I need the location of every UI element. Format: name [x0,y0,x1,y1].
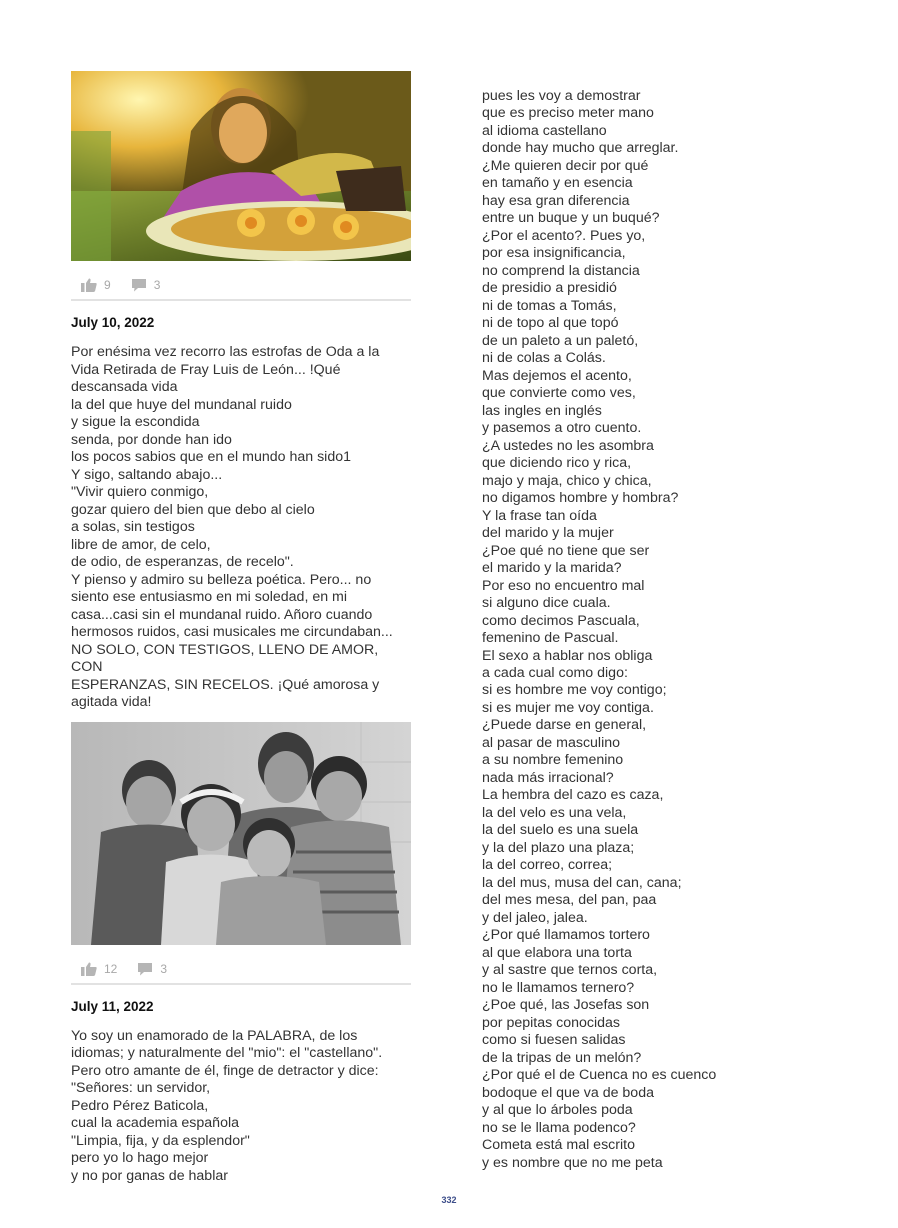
text-line: ni de topo al que topó [482,315,619,332]
text-line: majo y maja, chico y chica, [482,472,652,489]
text-line: donde hay mucho que arreglar. [482,140,679,157]
text-line: Mas dejemos el acento, [482,367,632,384]
text-line: de un paleto a un paletó, [482,332,639,349]
text-line: del mes mesa, del pan, paa [482,892,657,909]
thumbs-up-icon[interactable] [81,278,97,292]
text-line: Y la frase tan oída [482,507,597,524]
text-line: que es preciso meter mano [482,105,654,122]
text-line: descansada vida [71,379,178,395]
text-line: ESPERANZAS, SIN RECELOS. ¡Qué amorosa y [71,676,380,693]
text-line: El sexo a hablar nos obliga [482,647,653,664]
text-line: por pepitas conocidas [482,1014,621,1031]
text-line: del marido y la mujer [482,525,614,542]
text-line: NO SOLO, CON TESTIGOS, LLENO DE AMOR, CON [71,641,379,675]
text-line: no se le llama podenco? [482,1119,636,1136]
post-1-meta [71,271,411,301]
comment-bubble-icon[interactable] [131,278,147,292]
text-line: Yo soy un enamorado de la PALABRA, de los [71,1027,358,1044]
post-1-likes-count: 9 [104,278,111,292]
post-2-date: July 11, 2022 [71,998,154,1014]
text-line: femenino de Pascual. [482,630,619,647]
text-line: no comprend la distancia [482,262,640,279]
text-line: y al sastre que ternos corta, [482,962,658,979]
text-line: el marido y la marida? [482,560,622,577]
text-line: agitada vida! [71,694,152,710]
post-2-comments-count: 3 [160,961,168,976]
text-line: senda, por donde han ido [71,431,232,448]
text-line: entre un buque y un buqué? [482,210,660,227]
text-line: ¿Por qué el de Cuenca no es cuenco [482,1067,717,1084]
text-line: ¿Por qué llamamos tortero [482,927,650,944]
text-line: de la tripas de un melón? [482,1049,642,1066]
text-line: no digamos hombre y hombra? [482,490,679,507]
text-line: la del suelo es una suela [482,822,639,839]
text-line: ni de colas a Colás. [482,350,606,367]
text-line: Vida Retirada de Fray Luis de León... !Qué [71,361,341,378]
text-line: Pero otro amante de él, finge de detractor y dice: [71,1062,379,1079]
text-line: La hembra del cazo es caza, [482,787,664,804]
text-line: a su nombre femenino [482,752,624,769]
text-line: como decimos Pascuala, [482,612,640,629]
text-line: de presidio a presidió [482,280,617,297]
text-line: "Vivir quiero conmigo, [71,484,209,500]
post-1-text [71,344,411,712]
text-line: bodoque el que va de boda [482,1084,654,1101]
text-line: y es nombre que no me peta [482,1154,663,1171]
text-line: y al que lo árboles poda [482,1102,633,1119]
text-line: libre de amor, de celo, [71,536,211,553]
text-line: si alguno dice cuala. [482,595,611,612]
text-line: al idioma castellano [482,122,607,139]
text-line: y pasemos a otro cuento. [482,420,642,437]
text-line: la del velo es una vela, [482,804,627,821]
text-line: "Señores: un servidor, [71,1080,211,1096]
post-1-date: July 10, 2022 [71,315,155,330]
text-line: nada más irracional? [482,769,614,786]
text-line: al pasar de masculino [482,734,621,751]
text-line: y del jaleo, jalea. [482,909,588,926]
text-line: al que elabora una torta [482,944,632,961]
left-column [71,71,411,1185]
text-line: que convierte como ves, [482,385,636,402]
text-line: no le llamamos ternero? [482,979,635,996]
text-line: ¿Poe qué, las Josefas son [482,997,650,1014]
poem-column [482,88,782,1172]
text-line: ¿Puede darse en general, [482,717,647,734]
text-line: ¿A ustedes no les asombra [482,437,654,454]
text-line: en tamaño y en esencia [482,175,633,192]
text-line: y la del plazo una plaza; [482,839,635,856]
text-line: gozar quiero del bien que debo al cielo [71,501,315,518]
text-line: pero yo lo hago mejor [71,1150,209,1166]
text-line: hermosos ruidos, casi musicales me circundaban... [71,624,393,640]
comment-bubble-icon[interactable] [137,962,153,976]
text-line: a cada cual como digo: [482,664,628,681]
text-line: los pocos sabios que en el mundo han sido1 [71,449,352,465]
post-2-likes-count: 12 [104,961,118,976]
text-line: ¿Me quieren decir por qué [482,157,649,174]
text-line: ni de tomas a Tomás, [482,297,617,314]
text-line: la del mus, musa del can, cana; [482,874,682,891]
text-line: como si fuesen salidas [482,1032,626,1049]
thumbs-up-icon[interactable] [81,962,97,976]
text-line: Y sigo, saltando abajo... [71,466,223,483]
text-line: Por eso no encuentro mal [482,577,645,594]
page-number: 332 [441,1195,457,1205]
text-line: a solas, sin testigos [71,519,195,535]
text-line: idiomas; y naturalmente del "mio": el "castellano". [71,1045,383,1061]
text-line: ¿Poe qué no tiene que ser [482,542,650,559]
text-line: Por enésima vez recorro las estrofas de Oda a la [71,344,380,360]
text-line: si es hombre me voy contigo; [482,682,667,699]
text-line: y no por ganas de hablar [71,1167,228,1184]
text-line: por esa insignificancia, [482,245,626,262]
post-1-comments-count: 3 [153,278,161,292]
text-line: Y pienso y admiro su belleza poética. Pero... no [71,571,372,588]
text-line: cual la academia española [71,1115,239,1131]
text-line: Cometa está mal escrito [482,1137,635,1154]
text-line: las ingles en inglés [482,402,602,419]
text-line: si es mujer me voy contiga. [482,699,654,716]
text-line: hay esa gran diferencia [482,192,630,209]
text-line: y sigue la escondida [71,414,200,430]
text-line: la del que huye del mundanal ruido [71,396,292,413]
text-line: ¿Por el acento?. Pues yo, [482,227,646,244]
text-line: pues les voy a demostrar [482,88,641,104]
text-line: Pedro Pérez Baticola, [71,1097,209,1114]
post-2-text [71,1028,411,1186]
text-line: de odio, de esperanzas, de recelo". [71,554,294,570]
post-2-photo[interactable] [71,722,411,945]
family-portrait-image [71,722,411,945]
text-line: la del correo, correa; [482,857,613,874]
text-line: siento ese entusiasmo en mi soledad, en mi [71,589,348,605]
post-2-meta [71,955,411,985]
woman-eating-pasta-image [71,71,411,261]
post-1-photo[interactable] [71,71,411,261]
text-line: casa...casi sin el mundanal ruido. Añoro cuando [71,606,373,623]
text-line: que diciendo rico y rica, [482,455,632,472]
text-line: "Limpia, fija, y da esplendor" [71,1132,250,1149]
